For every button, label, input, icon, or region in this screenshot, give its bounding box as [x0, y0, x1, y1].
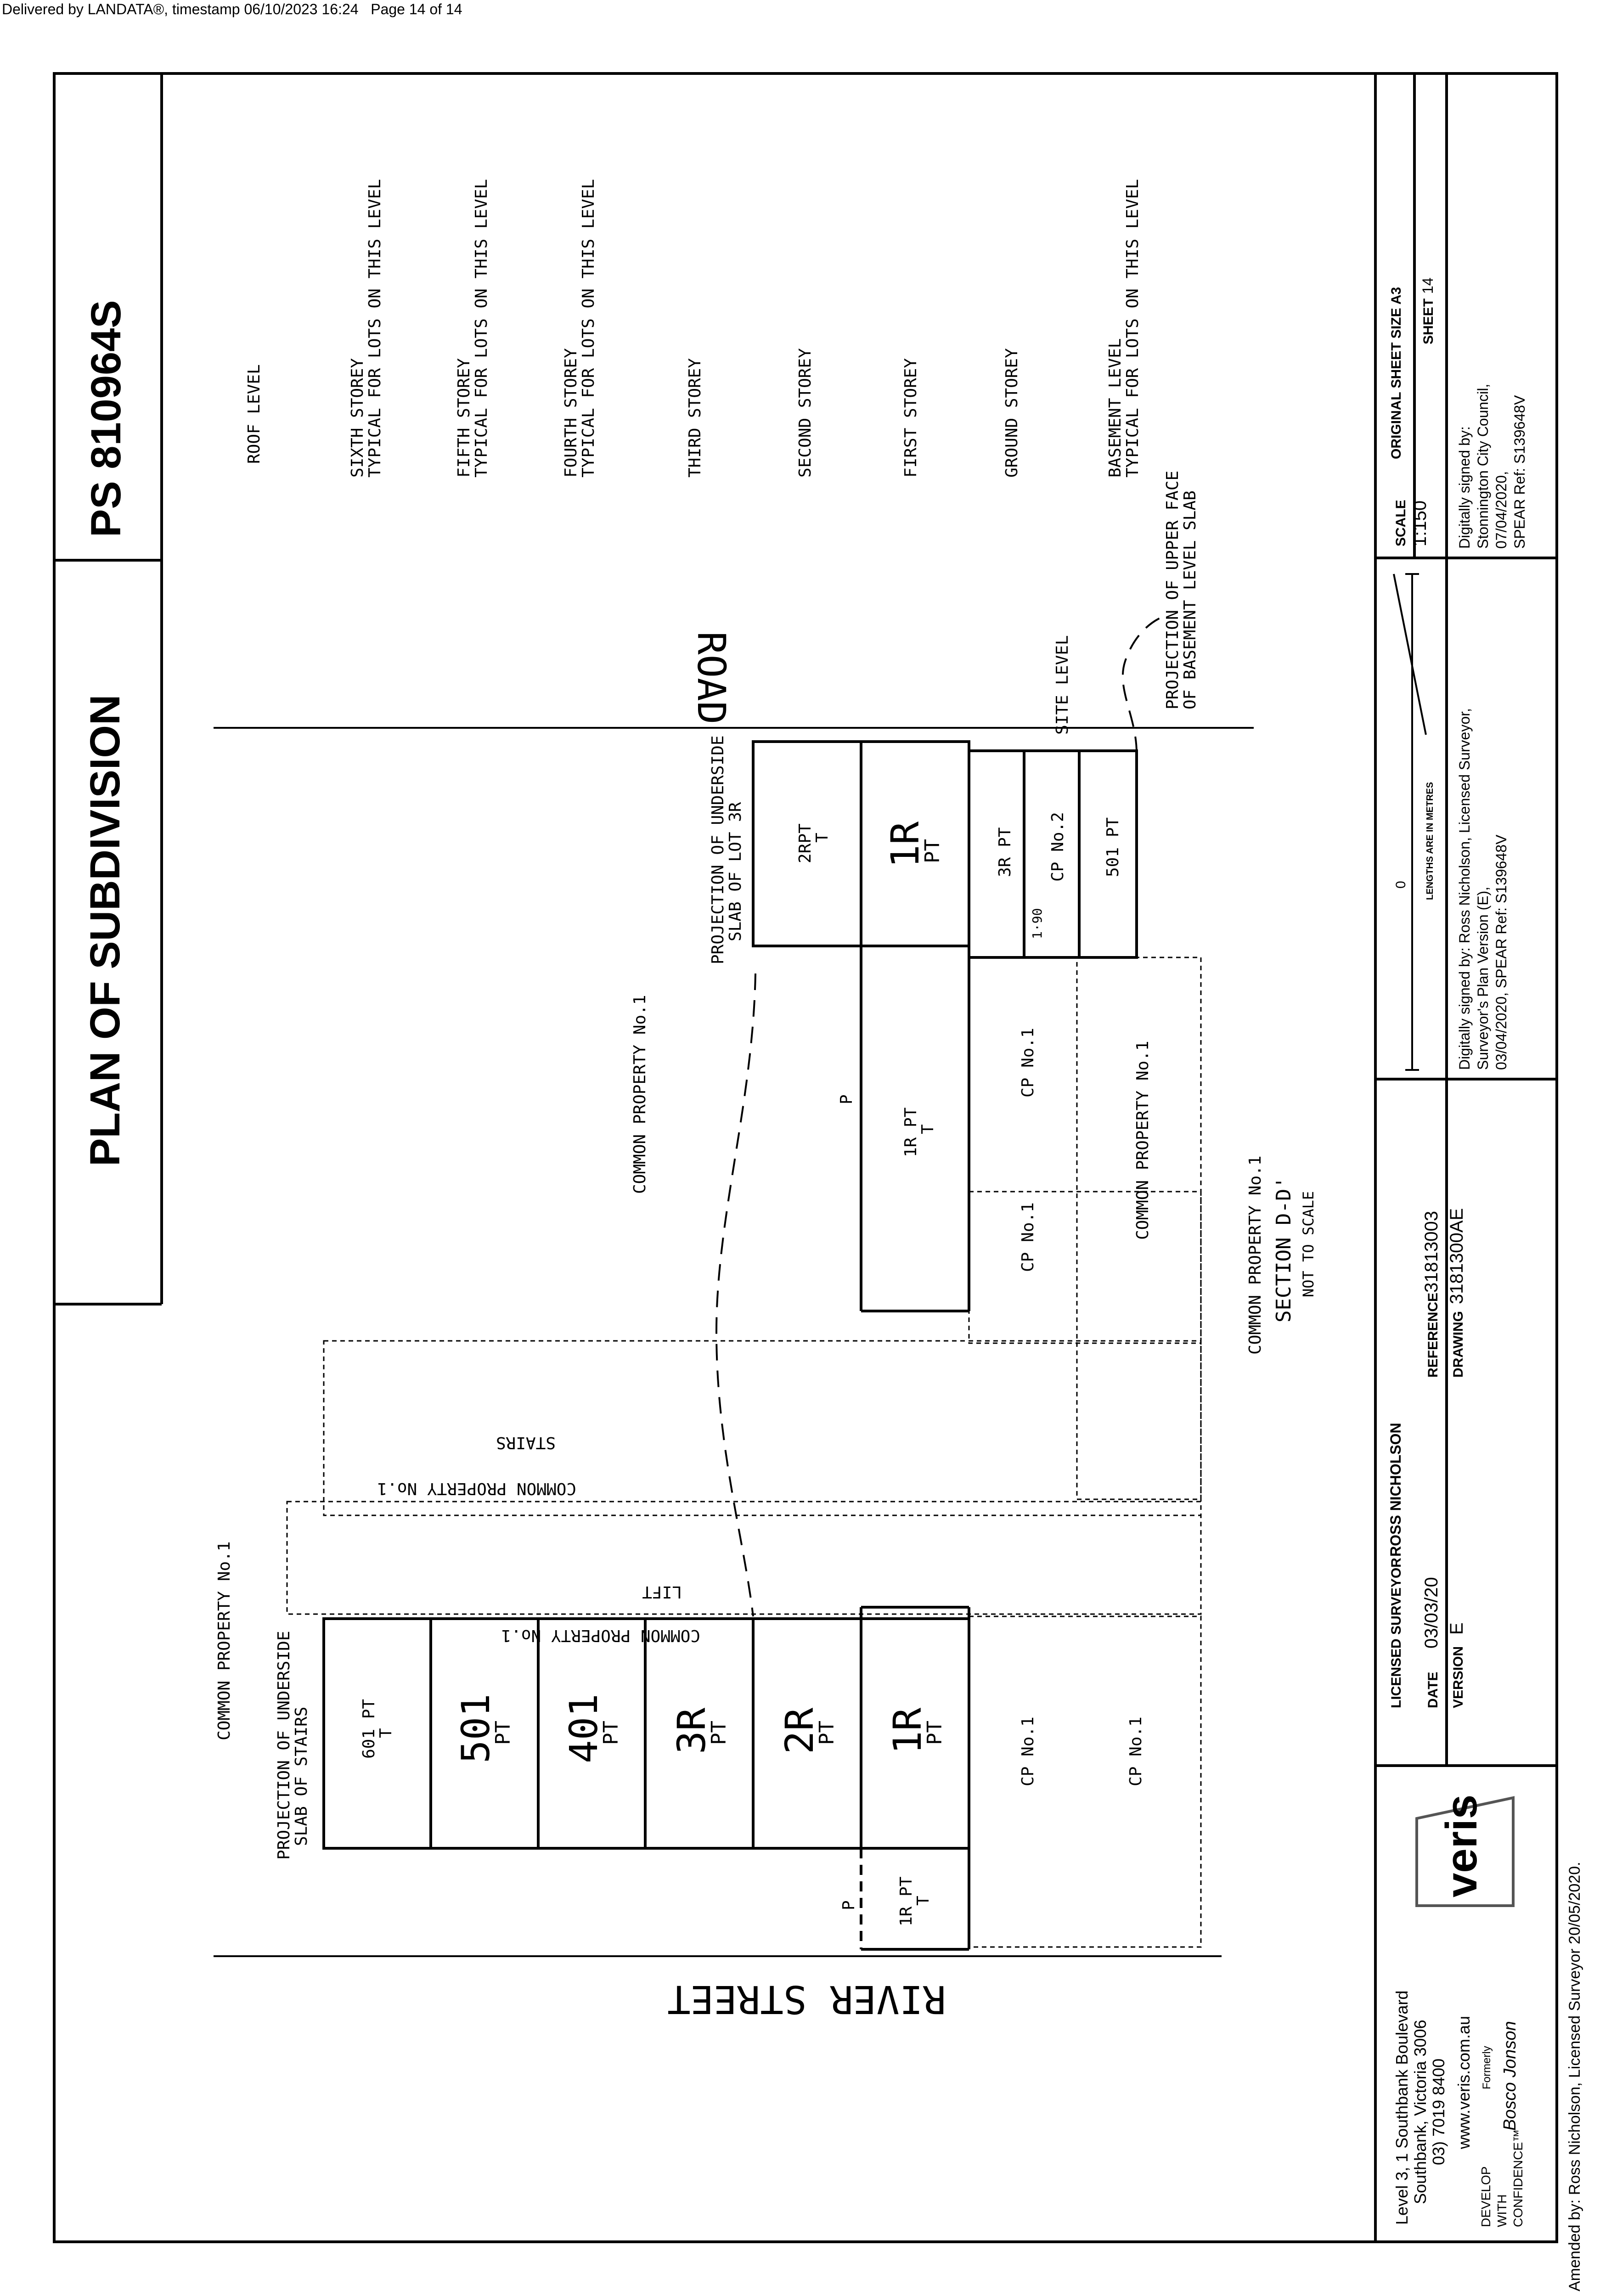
drawing-label: DRAWING	[1451, 1311, 1466, 1378]
projection-basement-line	[1123, 615, 1166, 753]
lot-1r-sub: PT	[923, 1721, 946, 1745]
projection-lot3r-sub: SLAB OF LOT 3R	[726, 802, 745, 941]
sheet-label: SHEET	[1421, 298, 1436, 344]
surveyor-signature-line-2: Surveyor's Plan Version (E),	[1475, 886, 1491, 1070]
projection-lot3r-line	[716, 974, 755, 1616]
lot-601-sub: T	[377, 1728, 395, 1738]
date-label: DATE	[1425, 1671, 1441, 1708]
mid-1r-pt-label: 1R PT	[901, 1107, 920, 1157]
cp-1-a: CP No.1	[1019, 1716, 1037, 1786]
basement-level-label: BASEMENT LEVEL	[1106, 338, 1125, 478]
river-street-label: RIVER STREET	[667, 1977, 946, 2022]
council-signature-line-3: 07/04/2020,	[1493, 471, 1510, 549]
surveyor-signature-line-1: Digitally signed by: Ross Nicholson, Licensed Surveyor,	[1456, 708, 1473, 1070]
svg-text:veris: veris	[1437, 1794, 1486, 1897]
lot-2r-sub: PT	[815, 1721, 839, 1745]
lot-401-label: 401	[561, 1694, 606, 1763]
title-block	[1387, 277, 1528, 2227]
road-lot-1r-label: 1R	[883, 821, 928, 868]
drawing-value: 3181300AE	[1447, 1208, 1467, 1304]
lot-601-label: 601 PT	[360, 1699, 378, 1759]
sixth-storey-note: TYPICAL FOR LOTS ON THIS LEVEL	[366, 179, 384, 478]
fourth-storey-label: FOURTH STOREY	[562, 348, 580, 478]
lot-1r-pt-label: 1R PT	[897, 1876, 916, 1926]
roof-level-label: ROOF LEVEL	[245, 364, 264, 464]
address-line-2: Southbank, Victoria 3006	[1411, 2020, 1430, 2204]
reference-label: REFERENCE	[1425, 1292, 1441, 1378]
date-value: 03/03/20	[1421, 1577, 1442, 1649]
site-level-label: SITE LEVEL	[1053, 635, 1072, 735]
fifth-storey-label: FIFTH STOREY	[455, 358, 473, 478]
first-storey-label: FIRST STOREY	[901, 358, 920, 478]
sheet-value: 14	[1419, 277, 1436, 294]
lengths-note: LENGTHS ARE IN METRES	[1425, 782, 1435, 900]
phone-number: 03) 7019 8400	[1429, 2058, 1448, 2165]
stairs-cp-label: COMMON PROPERTY No.1	[377, 1479, 576, 1498]
council-signature-line-1: Digitally signed by:	[1456, 426, 1473, 549]
sixth-storey-label: SIXTH STOREY	[348, 358, 367, 478]
scale-zero: 0	[1393, 881, 1408, 889]
dim-190-label: 1·90	[1030, 908, 1045, 939]
lot-2rpt-label: 2RPT	[796, 823, 815, 863]
cp-1-c: CP No.1	[1019, 1028, 1037, 1097]
lot-3r-label: 3R	[669, 1707, 714, 1754]
develop-line-2: WITH	[1495, 2194, 1509, 2227]
lot-2rpt-sub: T	[813, 833, 832, 843]
cp-middle-label: COMMON PROPERTY No.1	[1133, 1041, 1152, 1240]
bosco-jonson-logo: Bosco Jonson	[1500, 2021, 1520, 2131]
lift-cp-label: COMMON PROPERTY No.1	[501, 1626, 700, 1645]
road-lot-1r-sub: PT	[921, 839, 944, 863]
cp-1-d: CP No.1	[1019, 1202, 1037, 1272]
version-label: VERSION	[1451, 1646, 1466, 1708]
lot-501-pt-label: 501 PT	[1104, 817, 1122, 877]
website-link: www.veris.com.au	[1454, 2015, 1473, 2149]
cp-road-label: COMMON PROPERTY No.1	[631, 995, 649, 1194]
cp-no2-label: CP No.2	[1048, 812, 1067, 882]
not-to-scale-label: NOT TO SCALE	[1300, 1191, 1317, 1297]
lot-401-sub: PT	[599, 1721, 623, 1745]
scale-label: SCALE	[1393, 500, 1408, 546]
fifth-storey-note: TYPICAL FOR LOTS ON THIS LEVEL	[472, 179, 491, 478]
council-signature-line-2: Stonnington City Council,	[1475, 383, 1491, 549]
develop-line-3: CONFIDENCE™	[1511, 2129, 1525, 2227]
p-label-b: P	[839, 1900, 858, 1910]
mid-1r-pt-sub: T	[918, 1124, 937, 1134]
section-title: SECTION D-D'	[1272, 1176, 1296, 1322]
original-sheet-size: ORIGINAL SHEET SIZE A3	[1389, 287, 1404, 459]
drawing-annotations	[215, 471, 1317, 1910]
licensed-surveyor-label: LICENSED SURVEYOR	[1389, 1558, 1404, 1708]
lift-label: LIFT	[642, 1582, 682, 1601]
ground-storey-label: GROUND STOREY	[1003, 348, 1021, 478]
cp-top-label: COMMON PROPERTY No.1	[215, 1541, 234, 1740]
lot-501-sub: PT	[491, 1721, 515, 1745]
lot-labels	[360, 817, 1122, 1926]
veris-logo	[1417, 1795, 1513, 1906]
road-label: ROAD	[689, 631, 734, 725]
stairs-label: STAIRS	[496, 1433, 556, 1452]
lot-501-label: 501	[453, 1694, 498, 1763]
page-count: Page 14 of 14	[371, 1, 462, 17]
version-value: E	[1447, 1622, 1467, 1635]
fourth-storey-note: TYPICAL FOR LOTS ON THIS LEVEL	[579, 179, 598, 478]
plan-number: PS 810964S	[83, 300, 130, 537]
surveyor-name: ROSS NICHOLSON	[1387, 1423, 1404, 1557]
reference-value: 31813003	[1421, 1211, 1442, 1293]
lot-1r-pt-sub: T	[914, 1896, 933, 1906]
address-line-1: Level 3, 1 Southbank Boulevard	[1392, 1990, 1411, 2225]
formerly-label: Formerly	[1481, 2046, 1493, 2089]
lot-2r-label: 2R	[777, 1707, 822, 1754]
plan-title: PLAN OF SUBDIVISION	[82, 694, 129, 1166]
second-storey-label: SECOND STOREY	[796, 348, 815, 478]
lot-3r-pt-label: 3R PT	[996, 827, 1014, 877]
p-label-a: P	[837, 1094, 856, 1104]
surveyor-signature-line-3: 03/04/2020, SPEAR Ref: S139648V	[1493, 834, 1510, 1070]
third-storey-label: THIRD STOREY	[686, 358, 704, 478]
projection-basement-label: PROJECTION OF UPPER FACE	[1163, 470, 1182, 709]
delivery-stamp: Delivered by LANDATA®, timestamp 06/10/2023 16:24	[2, 1, 359, 17]
amended-note: Amended by: Ross Nicholson, Licensed Surveyor 20/05/2020.	[1566, 1862, 1583, 2291]
projection-basement-sub: OF BASEMENT LEVEL SLAB	[1181, 490, 1200, 709]
projection-stairs-sub: SLAB OF STAIRS	[292, 1706, 311, 1846]
scale-value: 1:150	[1410, 500, 1430, 546]
cp-bottom-label: COMMON PROPERTY No.1	[1246, 1155, 1265, 1355]
projection-lot3r-label: PROJECTION OF UNDERSIDE	[709, 735, 727, 964]
cp-1-b: CP No.1	[1127, 1716, 1145, 1786]
basement-level-note: TYPICAL FOR LOTS ON THIS LEVEL	[1123, 179, 1142, 478]
council-signature-line-4: SPEAR Ref: S139648V	[1511, 395, 1528, 549]
develop-line-1: DEVELOP	[1479, 2166, 1493, 2227]
level-labels	[245, 179, 1142, 478]
projection-stairs-label: PROJECTION OF UNDERSIDE	[275, 1631, 293, 1860]
lot-3r-sub: PT	[707, 1721, 731, 1745]
lot-1r-label: 1R	[885, 1707, 930, 1754]
